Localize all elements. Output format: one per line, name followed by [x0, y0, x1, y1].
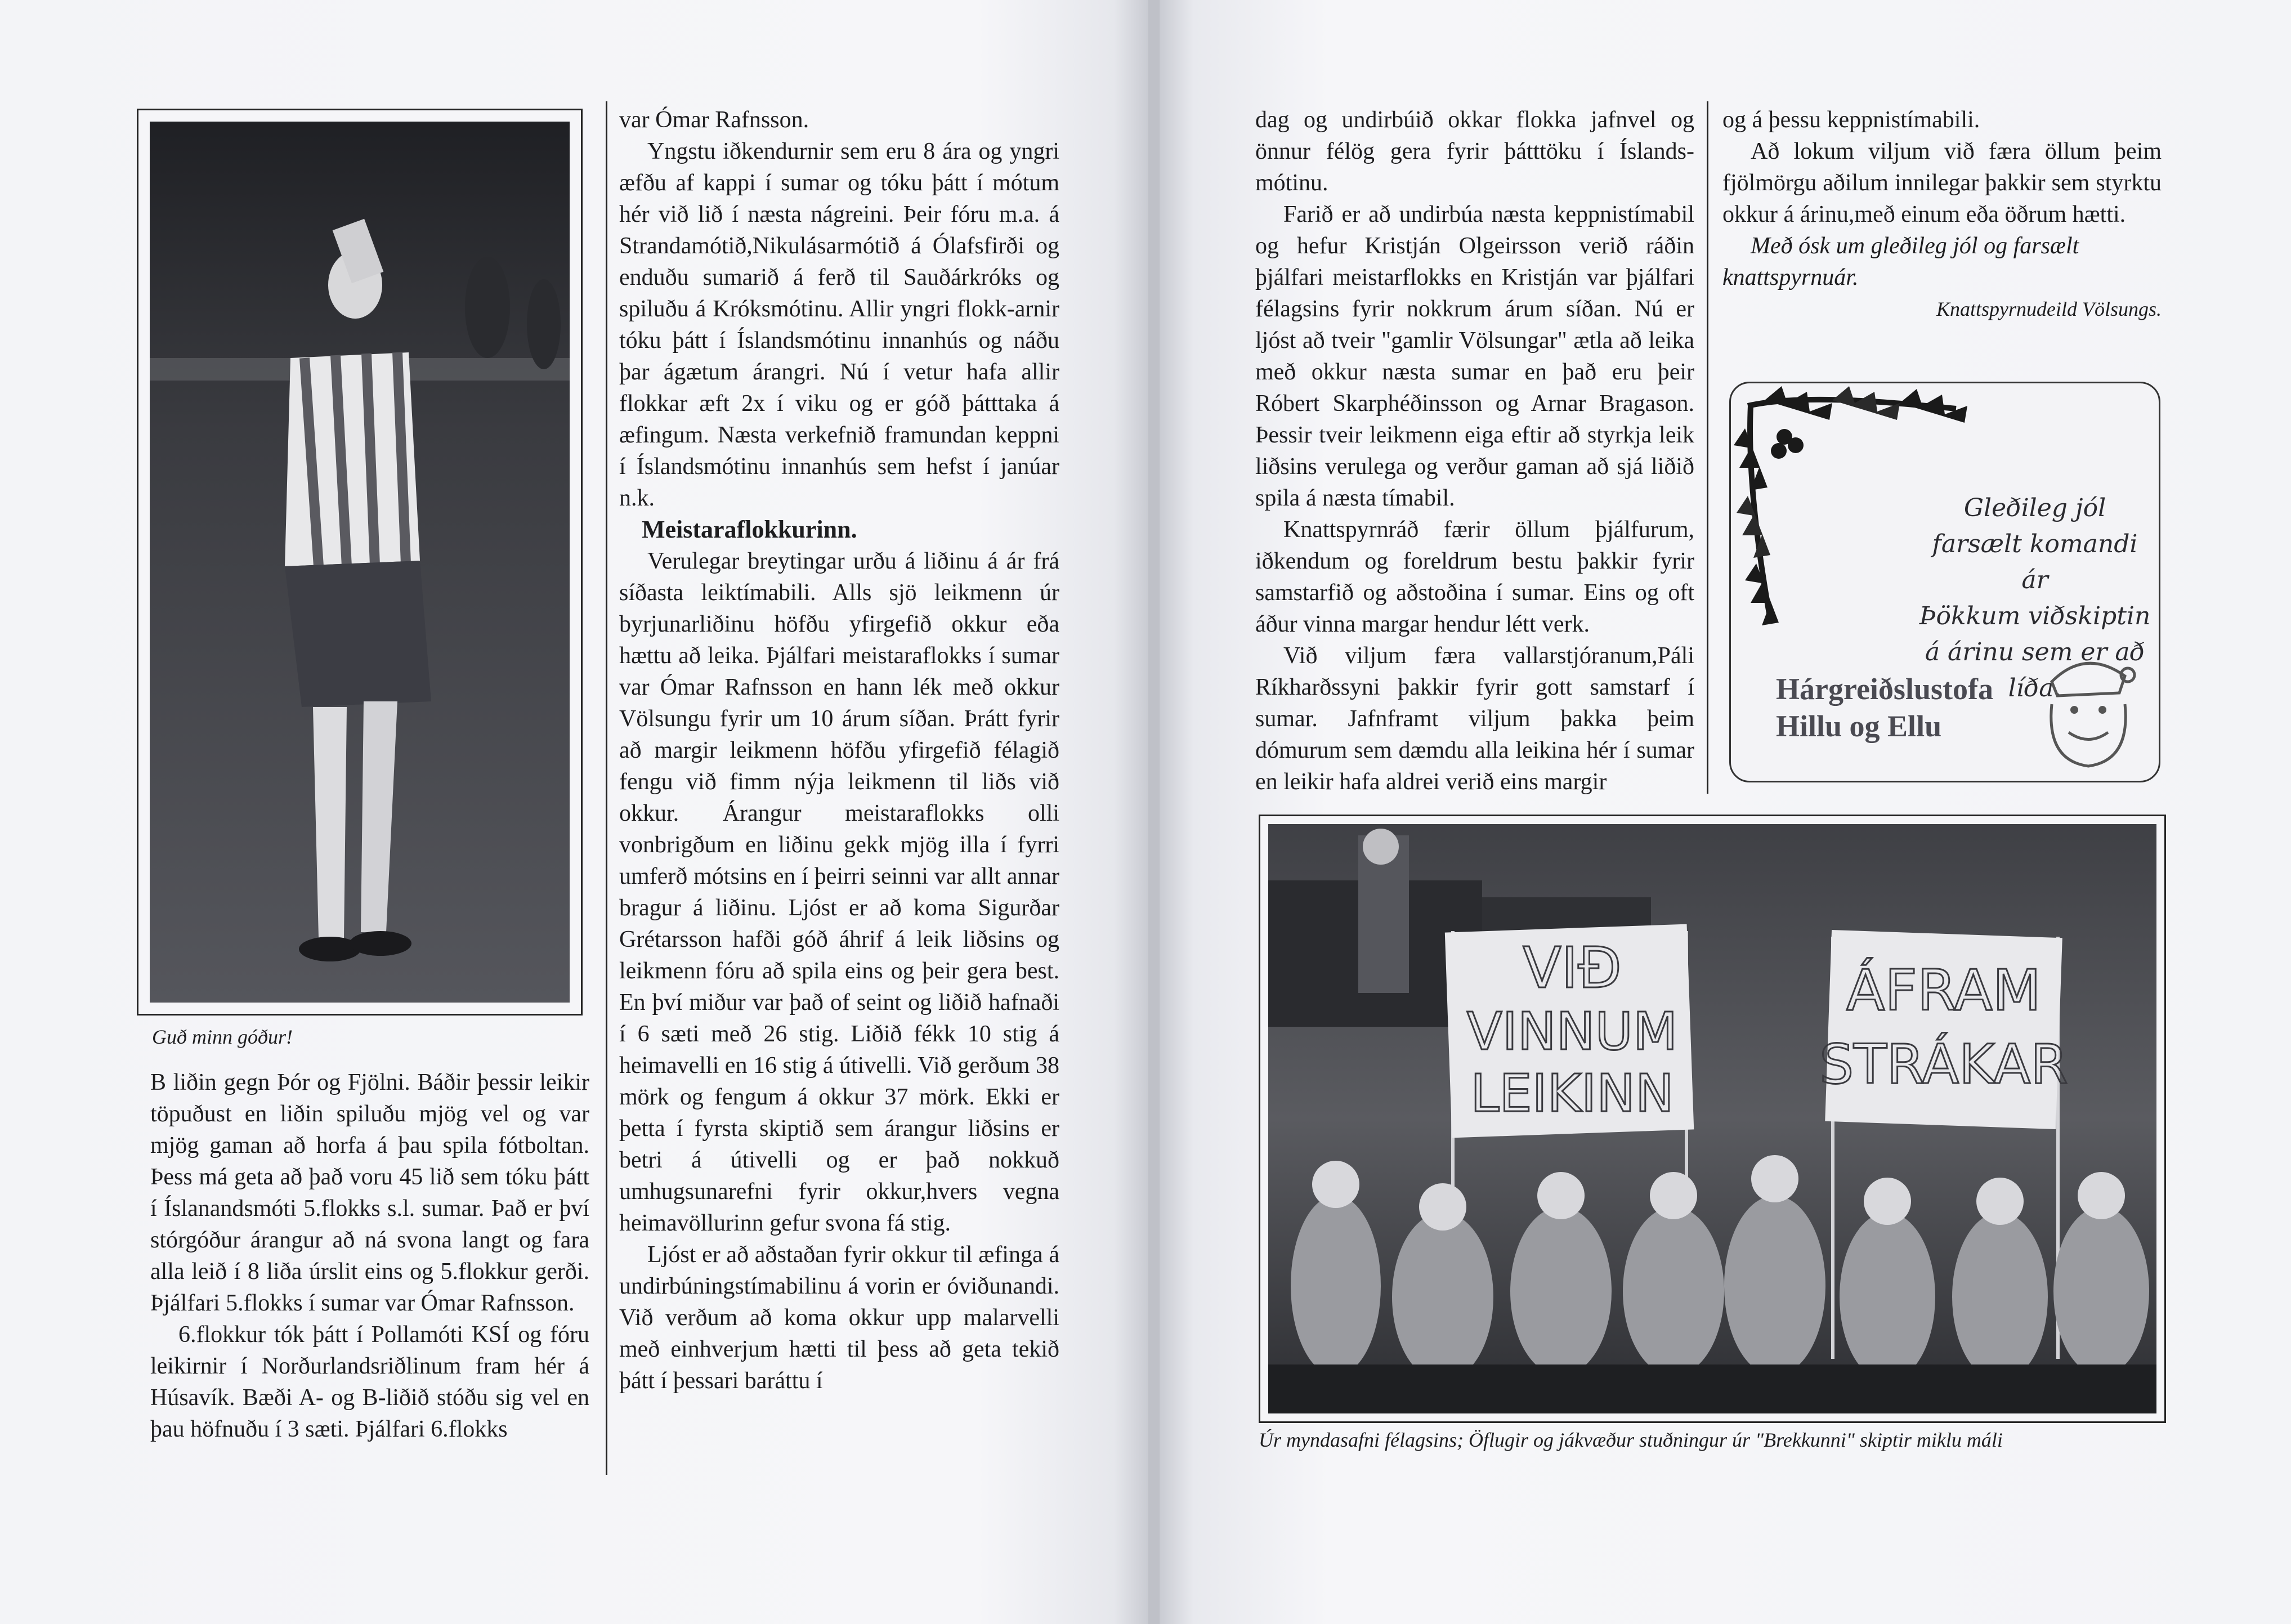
- right-col2-text: [1722, 104, 2162, 325]
- left-column-rule: [606, 101, 607, 1475]
- salon-name-line-1: Hárgreiðslustofa: [1776, 672, 1993, 706]
- salon-name-line-2: Hillu og Ellu: [1776, 709, 1942, 743]
- left-col2-text: [619, 104, 1059, 1397]
- salon-name: [1776, 670, 2012, 745]
- left-col1-p2: 6.flokkur tók þátt í Pollamóti KSÍ og fóru leikirnir í Norðurlandsriðlinum fram hér á Húsavík. Bæði A- og B-liðið stóðu sig vel en þau höfnuðu í 3 sæti. Þjálfari 6.flokks: [150, 1322, 589, 1442]
- supporters-photo-caption: Úr myndasafni félagsins; Öflugir og jákvæður stuðningur úr "Brekkunni" skiptir miklu máli: [1259, 1429, 2003, 1451]
- banner-left-line-3: LEIKINN: [1470, 1063, 1674, 1124]
- ad-wish-line-4: á árinu sem er að líða.: [1925, 638, 2145, 703]
- banner-left-line-1: VIÐ: [1523, 935, 1622, 1001]
- left-col2-p3: Ljóst er að aðstaðan fyrir okkur til æfinga á undirbúningstímabilinu á vorin er óviðunandi. Við verðum að koma okkur upp malarvelli með einhverjum hætti til þess að geta tekið þátt í þessari baráttu í: [619, 1242, 1059, 1394]
- player-photo-caption: Guð minn góður!: [152, 1026, 293, 1048]
- left-col1-p1: B liðin gegn Þór og Fjölni. Báðir þessir leikir töpuðust en liðin spiluðu mjög vel og var mjög gaman að horfa á þau spila fótboltan. Þess má geta að það voru 45 lið sem tóku þátt í Íslanandsmóti 5.flokks s.l. sumar. Það er því stórgóður árangur að ná svona langt og fara alla leið í 8 liða úrslit eins og 5.flokkur gerði. Þjálfari 5.flokks í sumar var Ómar Rafnsson.: [150, 1070, 589, 1316]
- supporters-photo-image: [1268, 824, 2156, 1413]
- supporters-photo-frame: [1259, 815, 2166, 1423]
- player-photo: [150, 122, 570, 1003]
- right-col2-p1: Að lokum viljum við færa öllum þeim fjölmörgu aðilum innilegar þakkir sem styrktu okkur á árinu,með einum eða öðrum hætti.: [1722, 138, 2162, 227]
- right-col1-p0: dag og undirbúið okkar flokka jafnvel og önnur félög gera fyrir þátttöku í Íslands-mótinu.: [1255, 107, 1694, 196]
- banner-right-line-2: STRÁKAR: [1819, 1033, 2068, 1096]
- santa-icon: [2029, 648, 2142, 772]
- left-col2-p1: Yngstu iðkendurnir sem eru 8 ára og yngri æfðu af kappi í sumar og tóku þátt í mótum hér við lið í næsta nágreini. Þeir fóru m.a. á Strandamótið,Nikulásarmótið á Ólafsfirði og enduðu sumarið á ferð til Sauðárkróks og spiluðu á Króksmótinu. Allir yngri flokk-arnir tóku þátt í Íslandsmótinu innanhús og náðu þar ágætum árangri. Nú í vetur hafa allir flokkar æft 2x í viku og er góð þátttaka á æfingum. Næsta verkefnið framundan keppni í Íslandsmótinu innanhús sem hefst í janúar n.k.: [619, 138, 1059, 511]
- closing-wish: Með ósk um gleðileg jól og farsælt knattspyrnuár.: [1722, 233, 2079, 290]
- banner-right-line-1: ÁFRAM: [1846, 958, 2042, 1023]
- right-page: [1160, 0, 2291, 1624]
- right-col2-p0: og á þessu keppnistímabili.: [1722, 107, 1980, 133]
- right-column-rule: [1707, 101, 1708, 794]
- player-photo-frame: [137, 109, 583, 1015]
- christmas-ad: [1729, 382, 2160, 782]
- left-col2-p2: Verulegar breytingar urðu á liðinu á ár frá síðasta leiktímabili. Alls sjö leikmenn úr byrjunarliðinu höfðu yfirgefið okkur eða hættu að leika. Þjálfari meistaraflokks í sumar var Ómar Rafnsson en hann lék með okkur Völsungu fyrir um 10 árum síðan. Þrátt fyrir að margir leikmenn höfðu yfirgefið félagið fengu við fimm nýja leikmenn til liðs við okkur. Árangur meistaraflokks olli vonbrigðum en liðinu gekk mjög illa í fyrri umferð mótsins en í þeirri seinni var allt annar bragur á liðinu. Ljóst er að koma Sigurðar Grétarsson hafði góð áhrif á leik liðsins og leikmenn fóru að spila eins og þeir gera best. En því miður var það of seint og liðið hafnaði í 6 sæti með 26 stig. Liðið fékk 10 stig á heimavelli en 16 stig á útivelli. Við gerðum 38 mörk og fengum á okkur 37 mörk. Ekki er þetta í fyrsta skiptið sem árangur liðsins er betri á útivelli og er það nokkuð umhugsunarefni fyrir okkur,hvers vegna heimavöllurinn gefur svona fá stig.: [619, 548, 1059, 1236]
- right-col1-p2: Knattspyrnráð færir öllum þjálfurum, iðkendum og foreldrum bestu þakkir fyrir samstarfið og aðstoðina í sumar. Eins og oft áður vinna margar hendur létt verk.: [1255, 517, 1694, 637]
- ad-wish-line-2: farsælt komandi ár: [1932, 530, 2138, 594]
- ad-wish-line-1: Gleðileg jól: [1963, 494, 2106, 522]
- banner-left-line-2: VINNUM: [1466, 1001, 1678, 1062]
- right-col1-text: [1255, 104, 1694, 798]
- closing-signature: Knattspyrnudeild Völsungs.: [1936, 298, 2162, 320]
- page-gutter: [1148, 0, 1160, 1624]
- left-col2-intro: var Ómar Rafnsson.: [619, 107, 809, 133]
- left-col1-text: [150, 1067, 589, 1445]
- meistaraflokkur-heading: Meistaraflokkurinn.: [642, 516, 857, 543]
- right-col1-p1: Farið er að undirbúa næsta keppnistímabil og hefur Kristján Olgeirsson verið ráðin þjálfari meistarflokks en Kristján var þjálfari félagsins fyrir nokkrum árum síðan. Nú er ljóst að tveir "gamlir Völsungar" ætla að leika með okkur næsta sumar en það eru þeir Róbert Skarphéðinsson og Arnar Bragason. Þessir tveir leikmenn eiga eftir að styrkja leik liðsins verulega og verður gaman að sjá liðið spila á næsta tímabil.: [1255, 202, 1694, 511]
- right-col1-p3: Við viljum færa vallarstjóranum,Páli Ríkharðssyni þakkir fyrir gott samstarf í sumar. Jafnframt viljum þakka þeim dómurum sem dæmdu alla leikina hér í sumar en leikir hafa aldrei verið eins margir: [1255, 643, 1694, 795]
- supporters-photo: [1268, 824, 2156, 1413]
- player-photo-image: [150, 122, 570, 1003]
- ad-wish-line-3: Þökkum viðskiptin: [1919, 602, 2151, 630]
